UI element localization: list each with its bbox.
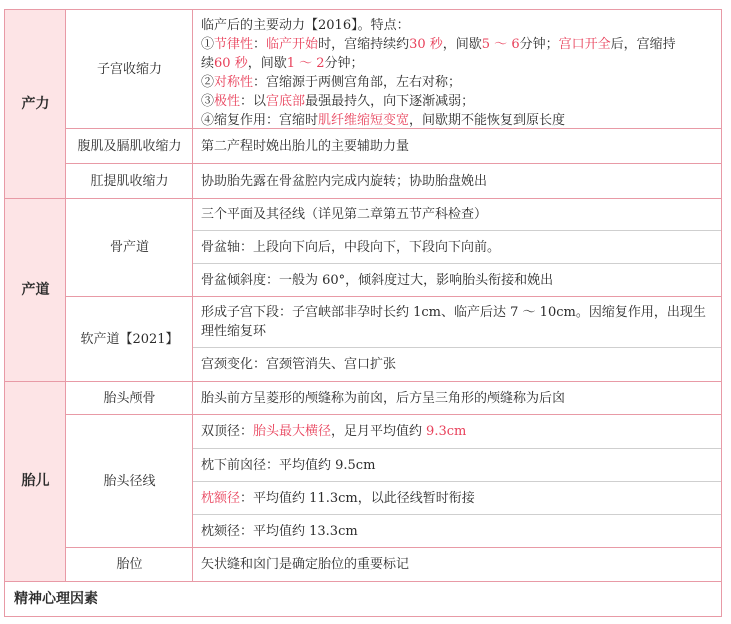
psychological-factors-row: 精神心理因素	[14, 590, 98, 607]
grid-line	[193, 263, 721, 264]
uterine-rhythm-line1: ①节律性：临产开始时，宫缩持续约30 秒，间歇5 ～ 6分钟；宫口开全后，宫缩持	[201, 37, 676, 52]
grid-line	[193, 347, 721, 348]
occipitomental-diameter: 枕颏径：平均值约 13.3cm	[201, 523, 358, 539]
category-birth-canal: 产道	[5, 199, 66, 381]
grid-line	[5, 381, 721, 382]
grid-line	[193, 448, 721, 449]
uterine-symmetry: ②对称性：宫缩源于两侧宫角部，左右对称；	[201, 75, 462, 90]
bony-canal-inclination: 骨盆倾斜度：一般为 60°，倾斜度过大，影响胎头衔接和娩出	[201, 272, 554, 288]
grid-line	[193, 514, 721, 515]
bony-canal-axis: 骨盆轴：上段向下向后，中段向下，下段向下向前。	[201, 239, 501, 255]
occipitofrontal-diameter: 枕额径 ：平均值约 11.3cm，以此径线暂时衔接	[201, 490, 475, 506]
soft-canal-cervix: 宫颈变化：宫颈管消失、宫口扩张	[201, 357, 397, 372]
abdominal-diaphragm-description: 第二产程时娩出胎儿的主要辅助力量	[201, 138, 410, 154]
uterine-rhythm-line2: 续60 秒，间歇1 ～ 2分钟；	[201, 56, 364, 71]
suboccipitobregmatic-diameter: 枕下前囟径：平均值约 9.5cm	[201, 457, 376, 473]
grid-line	[66, 414, 721, 415]
grid-line	[193, 230, 721, 231]
grid-line	[66, 296, 721, 297]
grid-line	[193, 481, 721, 482]
grid-line	[66, 163, 721, 164]
label-head-diameters: 胎头径线	[66, 415, 193, 547]
grid-line	[5, 581, 721, 582]
grid-line	[66, 128, 721, 129]
category-fetus: 胎儿	[5, 382, 66, 581]
label-fetal-skull: 胎头颅骨	[66, 382, 193, 414]
grid-line	[66, 547, 721, 548]
uterine-contraction-description	[193, 10, 721, 128]
label-bony-canal: 骨产道	[66, 199, 193, 296]
levator-ani-description: 协助胎先露在骨盆腔内完成内旋转；协助胎盘娩出	[201, 173, 488, 189]
uterine-retraction: ④缩复作用：宫缩时肌纤维缩短变宽，间歇期不能恢复到原长度	[201, 113, 566, 128]
biparietal-diameter: 双顶径： 胎头最大横径 ，足月平均值约 9.3cm	[201, 424, 467, 439]
label-uterine-contraction: 子宫收缩力	[66, 10, 193, 128]
uterine-intro: 临产后的主要动力【2016】。特点：	[201, 18, 410, 33]
fetal-position-description: 矢状缝和囟门是确定胎位的重要标记	[201, 557, 410, 572]
label-fetal-position: 胎位	[66, 548, 193, 581]
category-labor-force: 产力	[5, 10, 66, 198]
label-abdominal-diaphragm: 腹肌及膈肌收缩力	[66, 129, 193, 163]
fetal-skull-description: 胎头前方呈菱形的颅缝称为前囟，后方呈三角形的颅缝称为后囟	[201, 390, 566, 406]
bony-canal-planes: 三个平面及其径线（详见第二章第五节产科检查）	[201, 207, 488, 222]
soft-canal-lower-segment: 形成子宫下段：子宫峡部非孕时长约 1cm、临产后达 7 ～ 10cm。因缩复作用，出现生理性缩复环	[201, 305, 706, 339]
label-soft-canal: 软产道【2021】	[66, 297, 193, 381]
grid-line	[5, 198, 721, 199]
label-levator-ani: 肛提肌收缩力	[66, 164, 193, 198]
uterine-polarity: ③极性：以宫底部最强最持久，向下逐渐减弱；	[201, 94, 475, 109]
